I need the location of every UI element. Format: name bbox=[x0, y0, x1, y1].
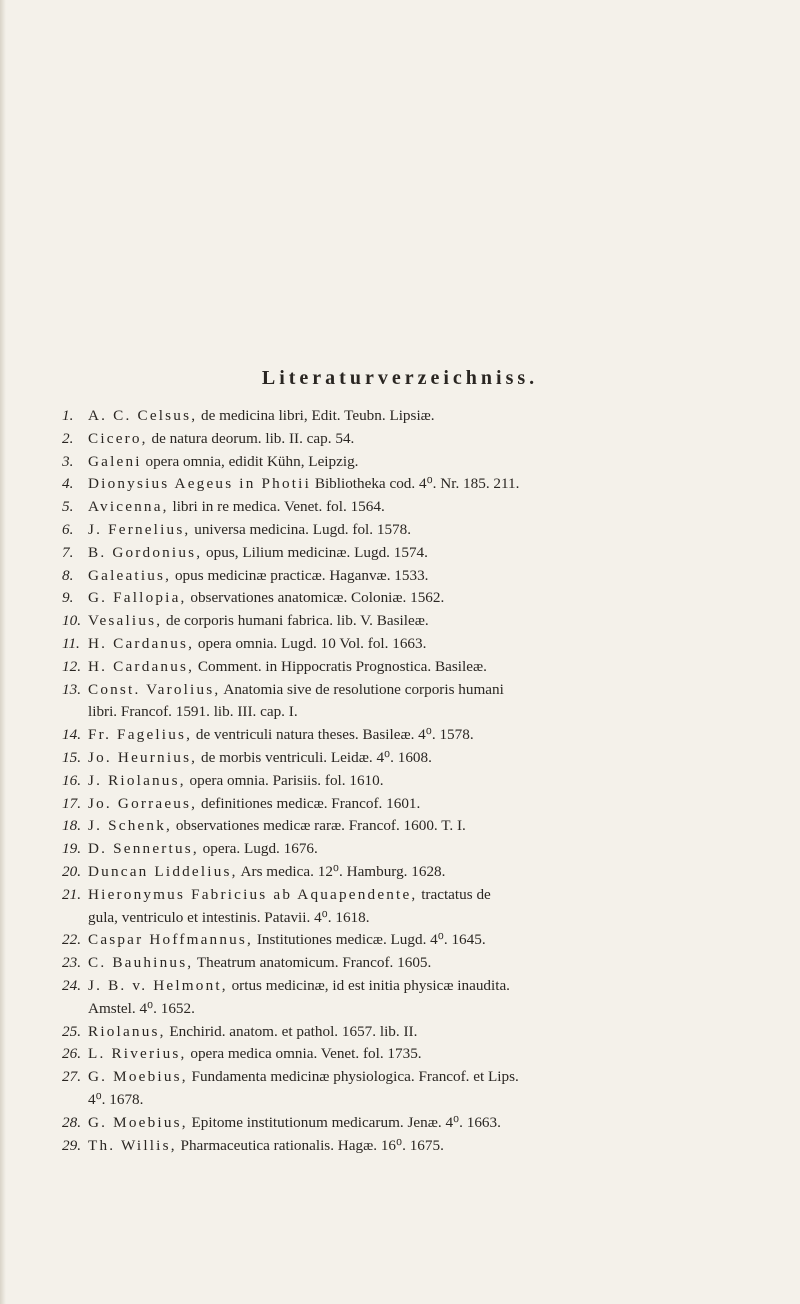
entry-text bbox=[88, 838, 762, 861]
entry-author: Duncan Liddelius, bbox=[88, 862, 238, 880]
entry-details: observationes medicæ raræ. Francof. 1600. T. I. bbox=[172, 817, 466, 835]
bibliography-entry bbox=[62, 1112, 762, 1135]
entry-details: de natura deorum. lib. II. cap. 54. bbox=[147, 429, 355, 447]
entry-text bbox=[88, 724, 762, 747]
entry-number: 25. bbox=[62, 1022, 81, 1040]
bibliography-entry bbox=[62, 451, 762, 474]
entry-number: 16. bbox=[62, 771, 81, 789]
bibliography-entry bbox=[62, 496, 762, 519]
entry-details: Enchirid. anatom. et pathol. 1657. lib. II. bbox=[165, 1022, 418, 1040]
entry-text bbox=[88, 952, 762, 975]
entry-number: 10. bbox=[62, 612, 81, 630]
entry-author: G. Moebius, bbox=[88, 1068, 188, 1086]
entry-text bbox=[88, 1043, 762, 1066]
entry-text bbox=[88, 1021, 762, 1044]
entry-details: ortus medicinæ, id est initia physicæ inaudita. bbox=[227, 976, 510, 994]
entry-number: 22. bbox=[62, 931, 81, 949]
entry-details: Institutiones medicæ. Lugd. 4⁰. 1645. bbox=[253, 931, 486, 949]
entry-number: 17. bbox=[62, 794, 81, 812]
bibliography-entry bbox=[62, 724, 762, 747]
entry-details: opera omnia, edidit Kühn, Leipzig. bbox=[141, 452, 359, 470]
entry-number: 28. bbox=[62, 1113, 81, 1131]
entry-continuation: gula, ventriculo et intestinis. Patavii. 4⁰. 1618. bbox=[88, 908, 370, 926]
entry-author: C. Bauhinus, bbox=[88, 954, 194, 972]
entry-details: tractatus de bbox=[417, 885, 491, 903]
entry-text bbox=[88, 473, 762, 496]
bibliography-entry bbox=[62, 565, 762, 588]
bibliography-entry bbox=[62, 815, 762, 838]
entry-text bbox=[88, 975, 762, 1021]
entry-text bbox=[88, 496, 762, 519]
entry-author: J. B. v. Helmont, bbox=[88, 976, 228, 994]
entry-author: Hieronymus Fabricius ab Aquapendente, bbox=[88, 885, 418, 903]
entry-details: opera omnia. Parisiis. fol. 1610. bbox=[185, 771, 384, 789]
entry-details: de corporis humani fabrica. lib. V. Basileæ. bbox=[162, 612, 429, 630]
entry-text bbox=[88, 884, 762, 930]
bibliography-entry bbox=[62, 542, 762, 565]
entry-text bbox=[88, 542, 762, 565]
entry-number: 11. bbox=[62, 634, 80, 652]
entry-details: definitiones medicæ. Francof. 1601. bbox=[197, 794, 421, 812]
bibliography-entry bbox=[62, 679, 762, 725]
entry-author: Jo. Gorraeus, bbox=[88, 794, 198, 812]
entry-number: 21. bbox=[62, 885, 81, 903]
bibliography-entry bbox=[62, 428, 762, 451]
entry-number: 6. bbox=[62, 520, 74, 538]
entry-details: observationes anatomicæ. Coloniæ. 1562. bbox=[186, 589, 445, 607]
bibliography-entry bbox=[62, 473, 762, 496]
entry-number: 14. bbox=[62, 726, 81, 744]
bibliography-entry bbox=[62, 405, 762, 428]
entry-author: A. C. Celsus, bbox=[88, 407, 198, 424]
entry-number: 26. bbox=[62, 1045, 81, 1063]
bibliography-entry bbox=[62, 633, 762, 656]
entry-author: Avicenna, bbox=[88, 498, 169, 516]
bibliography-entry bbox=[62, 1135, 762, 1158]
entry-number: 12. bbox=[62, 657, 81, 675]
entry-number: 23. bbox=[62, 954, 81, 972]
bibliography-entry bbox=[62, 975, 762, 1021]
entry-author: J. Fernelius, bbox=[88, 520, 191, 538]
entry-author: D. Sennertus, bbox=[88, 840, 199, 858]
entry-number: 20. bbox=[62, 862, 81, 880]
entry-author: Galeatius, bbox=[88, 566, 172, 584]
entry-author: Th. Willis, bbox=[88, 1136, 177, 1154]
entry-details: opera. Lugd. 1676. bbox=[198, 840, 318, 858]
entry-author: H. Cardanus, bbox=[88, 657, 195, 675]
entry-author: J. Riolanus, bbox=[88, 771, 186, 789]
entry-author: Riolanus, bbox=[88, 1022, 166, 1040]
page-binding-edge bbox=[0, 0, 6, 1304]
entry-number: 27. bbox=[62, 1068, 81, 1086]
bibliography-entry bbox=[62, 747, 762, 770]
entry-author: J. Schenk, bbox=[88, 817, 173, 835]
entry-text bbox=[88, 861, 762, 884]
bibliography-entry bbox=[62, 770, 762, 793]
entry-number: 4. bbox=[62, 475, 74, 493]
entry-text bbox=[88, 405, 762, 428]
entry-continuation: libri. Francof. 1591. lib. III. cap. I. bbox=[88, 703, 298, 721]
entry-text bbox=[88, 1112, 762, 1135]
entry-text bbox=[88, 519, 762, 542]
bibliography-entry bbox=[62, 929, 762, 952]
bibliography-entry bbox=[62, 610, 762, 633]
entry-author: Vesalius, bbox=[88, 612, 163, 630]
entry-continuation: Amstel. 4⁰. 1652. bbox=[88, 999, 195, 1017]
entry-number: 24. bbox=[62, 976, 81, 994]
entry-text bbox=[88, 656, 762, 679]
entry-author: Dionysius Aegeus in Photii bbox=[88, 475, 312, 493]
entry-number: 9. bbox=[62, 589, 74, 607]
entry-number: 3. bbox=[62, 452, 74, 470]
entry-author: Cicero, bbox=[88, 429, 148, 447]
entry-text bbox=[88, 610, 762, 633]
entry-details: Ars medica. 12⁰. Hamburg. 1628. bbox=[237, 862, 446, 880]
bibliography-entry bbox=[62, 861, 762, 884]
entry-text bbox=[88, 565, 762, 588]
bibliography-entry bbox=[62, 838, 762, 861]
entry-text bbox=[88, 770, 762, 793]
bibliography-entry bbox=[62, 793, 762, 816]
entry-author: Fr. Fagelius, bbox=[88, 726, 193, 744]
entry-details: Pharmaceutica rationalis. Hagæ. 16⁰. 1675. bbox=[176, 1136, 444, 1154]
entry-text bbox=[88, 428, 762, 451]
entry-text bbox=[88, 793, 762, 816]
entry-text bbox=[88, 451, 762, 474]
entry-number: 7. bbox=[62, 543, 74, 561]
bibliography-entry bbox=[62, 1066, 762, 1112]
entry-author: Jo. Heurnius, bbox=[88, 748, 198, 766]
entry-details: de ventriculi natura theses. Basileæ. 4⁰. 1578. bbox=[192, 726, 474, 744]
bibliography-list bbox=[62, 405, 762, 1157]
entry-number: 15. bbox=[62, 748, 81, 766]
entry-details: Anatomia sive de resolutione corporis humani bbox=[220, 680, 504, 698]
entry-details: de medicina libri, Edit. Teubn. Lipsiæ. bbox=[197, 407, 435, 424]
entry-author: G. Moebius, bbox=[88, 1113, 188, 1131]
bibliography-entry bbox=[62, 1021, 762, 1044]
entry-author: B. Gordonius, bbox=[88, 543, 203, 561]
entry-number: 2. bbox=[62, 429, 74, 447]
entry-number: 1. bbox=[62, 407, 74, 424]
entry-author: Caspar Hoffmannus, bbox=[88, 931, 254, 949]
entry-details: Theatrum anatomicum. Francof. 1605. bbox=[193, 954, 432, 972]
entry-number: 18. bbox=[62, 817, 81, 835]
entry-author: H. Cardanus, bbox=[88, 634, 195, 652]
entry-details: opera omnia. Lugd. 10 Vol. fol. 1663. bbox=[194, 634, 427, 652]
entry-details: libri in re medica. Venet. fol. 1564. bbox=[168, 498, 385, 516]
entry-details: de morbis ventriculi. Leidæ. 4⁰. 1608. bbox=[197, 748, 432, 766]
bibliography-entry bbox=[62, 884, 762, 930]
entry-text bbox=[88, 633, 762, 656]
page-title: Literaturverzeichniss. bbox=[261, 367, 539, 390]
entry-number: 8. bbox=[62, 566, 74, 584]
entry-text bbox=[88, 587, 762, 610]
entry-number: 5. bbox=[62, 498, 74, 516]
entry-text bbox=[88, 1135, 762, 1158]
bibliography-entry bbox=[62, 587, 762, 610]
entry-details: Comment. in Hippocratis Prognostica. Basileæ. bbox=[194, 657, 487, 675]
entry-author: G. Fallopia, bbox=[88, 589, 187, 607]
entry-author: Const. Varolius, bbox=[88, 680, 221, 698]
entry-number: 13. bbox=[62, 680, 81, 698]
entry-number: 29. bbox=[62, 1136, 81, 1154]
entry-details: opera medica omnia. Venet. fol. 1735. bbox=[186, 1045, 422, 1063]
entry-details: Fundamenta medicinæ physiologica. Francof. et Lips. bbox=[187, 1068, 519, 1086]
entry-author: L. Riverius, bbox=[88, 1045, 187, 1063]
entry-text bbox=[88, 1066, 762, 1112]
entry-continuation: 4⁰. 1678. bbox=[88, 1090, 144, 1108]
entry-details: opus, Lilium medicinæ. Lugd. 1574. bbox=[202, 543, 428, 561]
entry-number: 19. bbox=[62, 840, 81, 858]
bibliography-entry bbox=[62, 519, 762, 542]
entry-author: Galeni bbox=[88, 452, 142, 470]
entry-details: Bibliotheka cod. 4⁰. Nr. 185. 211. bbox=[311, 475, 520, 493]
entry-details: universa medicina. Lugd. fol. 1578. bbox=[190, 520, 412, 538]
entry-text bbox=[88, 815, 762, 838]
entry-text bbox=[88, 747, 762, 770]
entry-details: opus medicinæ practicæ. Haganvæ. 1533. bbox=[171, 566, 429, 584]
entry-text bbox=[88, 929, 762, 952]
bibliography-entry bbox=[62, 952, 762, 975]
bibliography-entry bbox=[62, 656, 762, 679]
entry-details: Epitome institutionum medicarum. Jenæ. 4⁰. 1663. bbox=[187, 1113, 501, 1131]
entry-text bbox=[88, 679, 762, 725]
bibliography-entry bbox=[62, 1043, 762, 1066]
